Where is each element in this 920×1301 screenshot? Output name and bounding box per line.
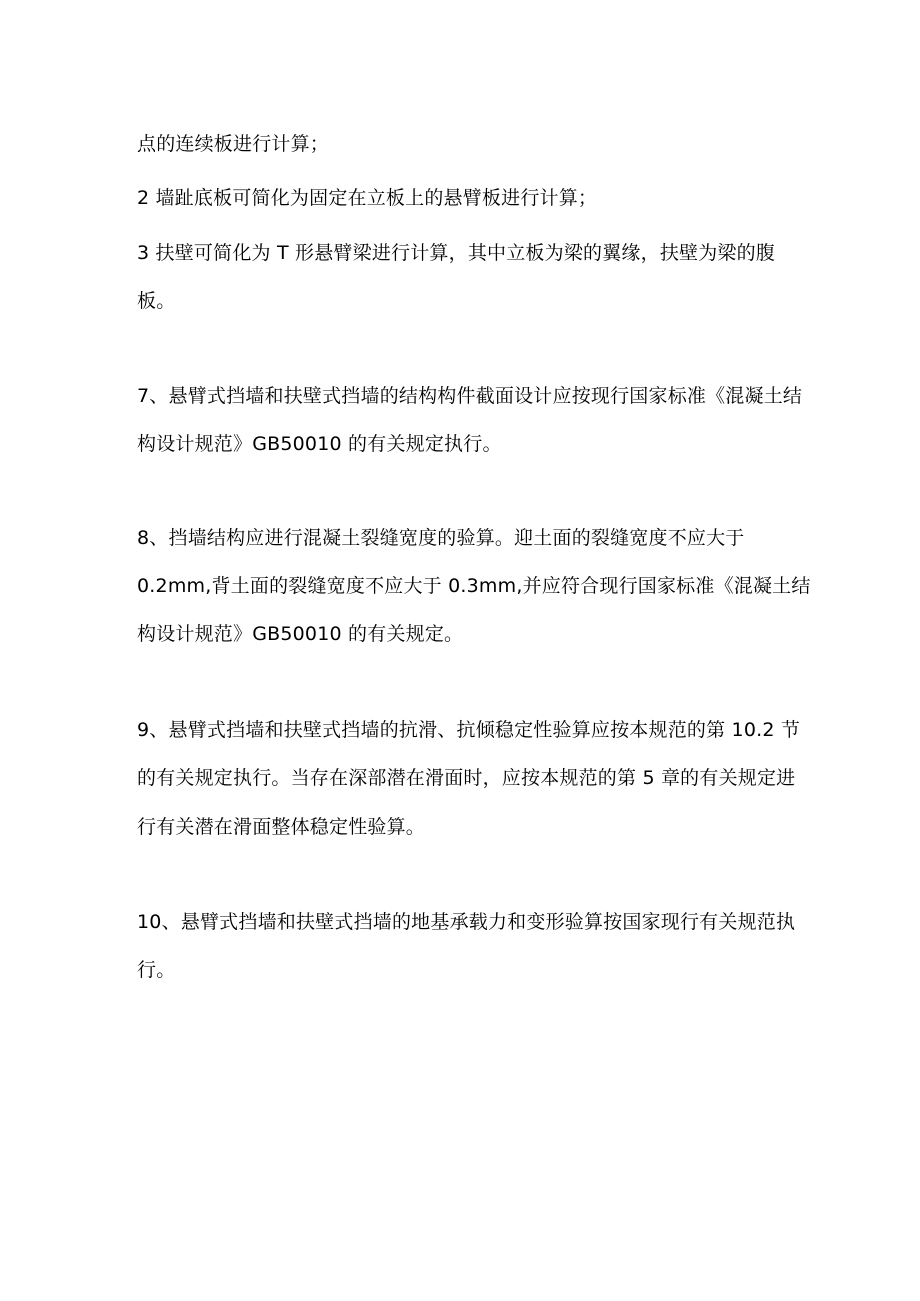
text-line: 3 扶壁可简化为 T 形悬臂梁进行计算，其中立板为梁的翼缘，扶壁为梁的腹 <box>137 242 776 264</box>
text-line: 点的连续板进行计算； <box>137 133 330 155</box>
text-line: 构设计规范》GB50010 的有关规定执行。 <box>137 433 502 455</box>
text-line: 7、悬臂式挡墙和扶壁式挡墙的结构构件截面设计应按现行国家标准《混凝土结 <box>137 385 803 407</box>
text-line: 2 墙趾底板可简化为固定在立板上的悬臂板进行计算； <box>137 187 598 209</box>
text-line: 行有关潜在滑面整体稳定性验算。 <box>137 816 426 838</box>
text-line: 8、挡墙结构应进行混凝土裂缝宽度的验算。迎土面的裂缝宽度不应大于 <box>137 527 745 549</box>
text-line: 的有关规定执行。当存在深部潜在滑面时，应按本规范的第 5 章的有关规定进 <box>137 767 796 789</box>
text-line: 10、悬臂式挡墙和扶壁式挡墙的地基承载力和变形验算按国家现行有关规范执 <box>137 911 796 933</box>
text-line: 0.2mm,背土面的裂缝宽度不应大于 0.3mm,并应符合现行国家标准《混凝土结 <box>137 575 811 597</box>
text-line: 板。 <box>137 290 176 312</box>
text-line: 9、悬臂式挡墙和扶壁式挡墙的抗滑、抗倾稳定性验算应按本规范的第 10.2 节 <box>137 719 801 741</box>
text-line: 构设计规范》GB50010 的有关规定。 <box>137 623 464 645</box>
text-line: 行。 <box>137 959 176 981</box>
